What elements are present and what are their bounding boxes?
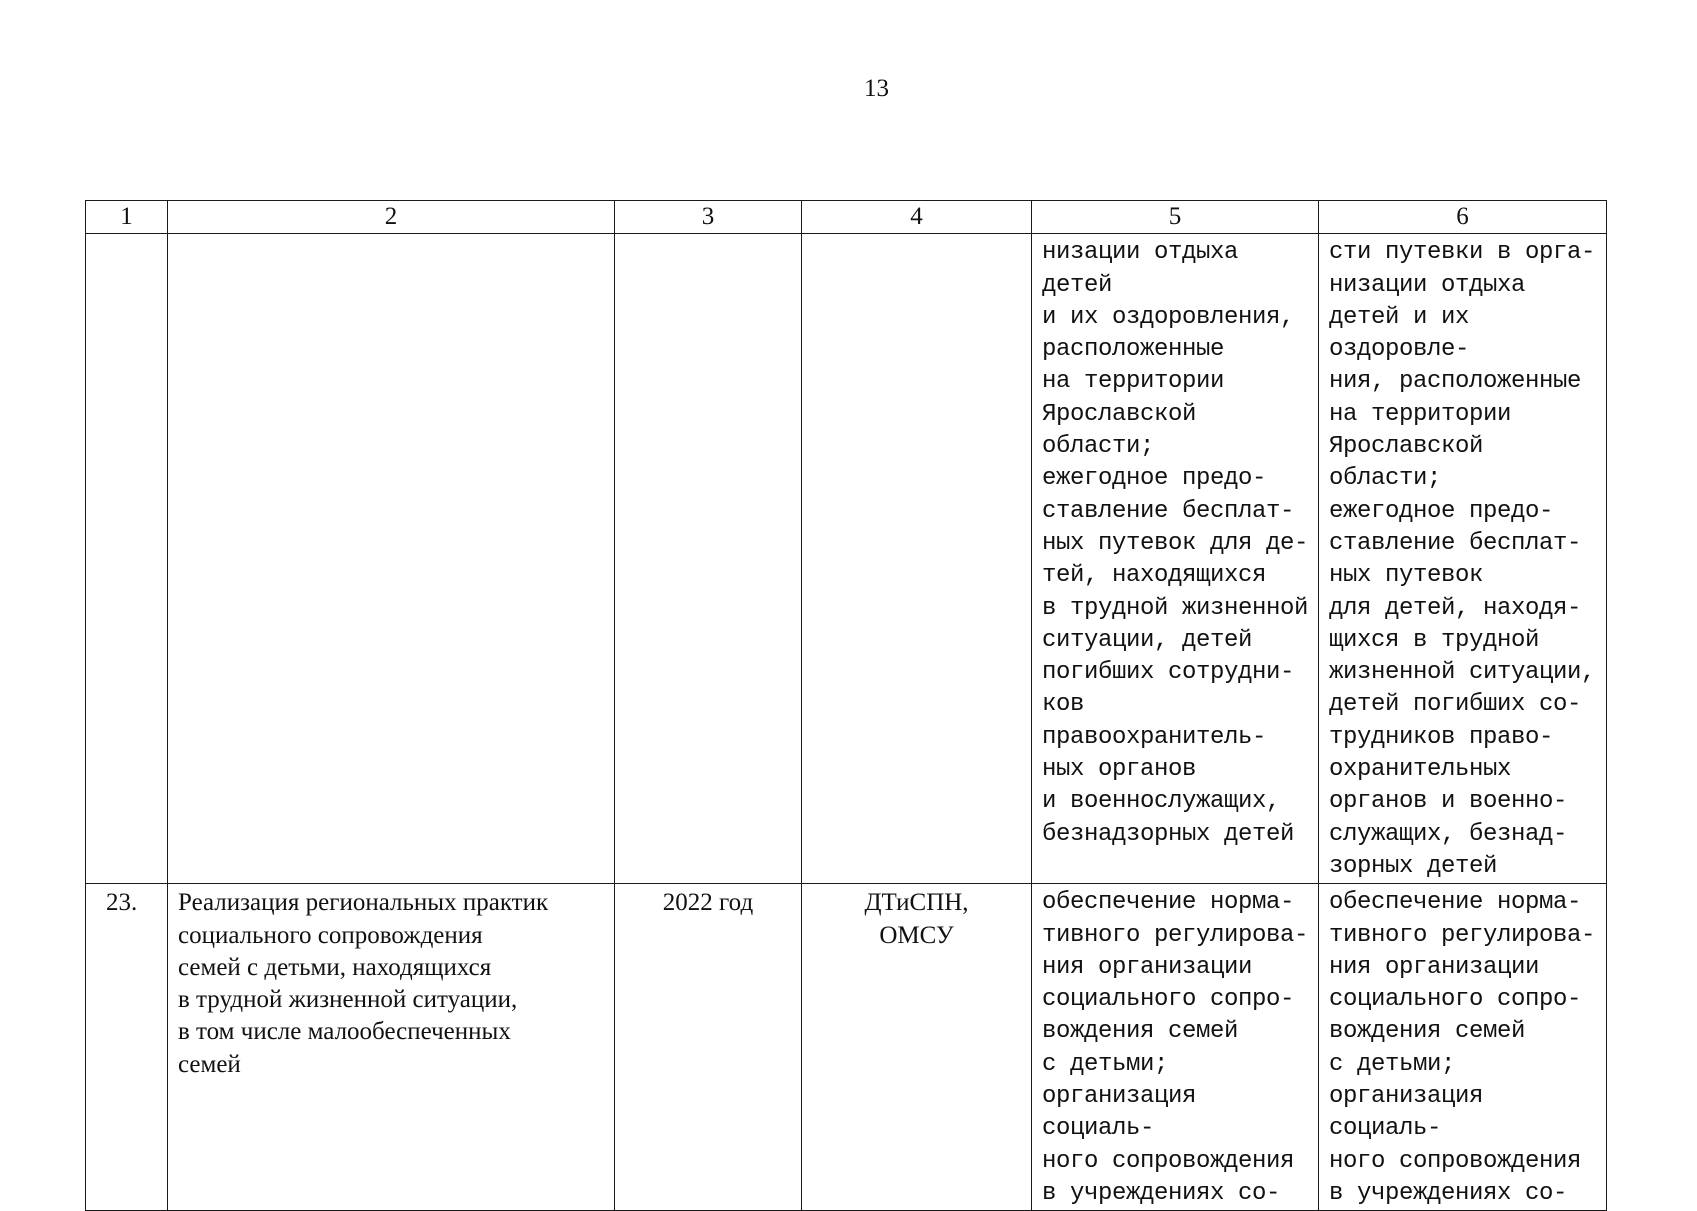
result-cell: обеспечение норма- тивного регулирова- ния организации социального сопро- вождения семей с детьми; организация социаль- ного сопровождения в учреждениях со- [1032, 884, 1319, 1211]
table-header-row [86, 201, 1607, 234]
table-row [86, 234, 1607, 884]
activity-cell [168, 234, 615, 884]
page-number: 13 [864, 75, 889, 102]
activity-cell: Реализация региональных практик социального сопровождения семей с детьми, находящихся в трудной жизненной ситуации, в том числе малообеспеченных семей [168, 884, 615, 1211]
row-number-cell [86, 234, 168, 884]
table-row [86, 884, 1607, 1211]
period-cell [615, 234, 802, 884]
header-cell: 4 [802, 201, 1032, 234]
executor-cell [802, 234, 1032, 884]
header-cell: 2 [168, 201, 615, 234]
row-number-cell: 23. [86, 884, 168, 1211]
result-cell: низации отдыха детей и их оздоровления, расположенные на территории Ярославской области; ежегодное предо- ставление бесплат- ных путевок для де- тей, находящихся в трудной жизненной ситуации, детей погибших сотрудни- ков правоохранитель- ных органов и военнослужащих, безнадзорных детей [1032, 234, 1319, 884]
indicator-cell: обеспечение норма- тивного регулирова- ния организации социального сопро- вождения семей с детьми; организация социаль- ного сопровождения в учреждениях со- [1319, 884, 1607, 1211]
header-cell: 1 [86, 201, 168, 234]
plan-table [85, 200, 1607, 1211]
header-cell: 6 [1319, 201, 1607, 234]
period-cell: 2022 год [615, 884, 802, 1211]
executor-cell: ДТиСПН, ОМСУ [802, 884, 1032, 1211]
header-cell: 5 [1032, 201, 1319, 234]
header-cell: 3 [615, 201, 802, 234]
indicator-cell: сти путевки в орга- низации отдыха детей и их оздоровле- ния, расположенные на территории Ярославской области; ежегодное предо- ставление бесплат- ных путевок для детей, находя- щихся в трудной жизненной ситуации, детей погибших со- трудников право- охранительных органов и военно- служащих, безнад- зорных детей [1319, 234, 1607, 884]
